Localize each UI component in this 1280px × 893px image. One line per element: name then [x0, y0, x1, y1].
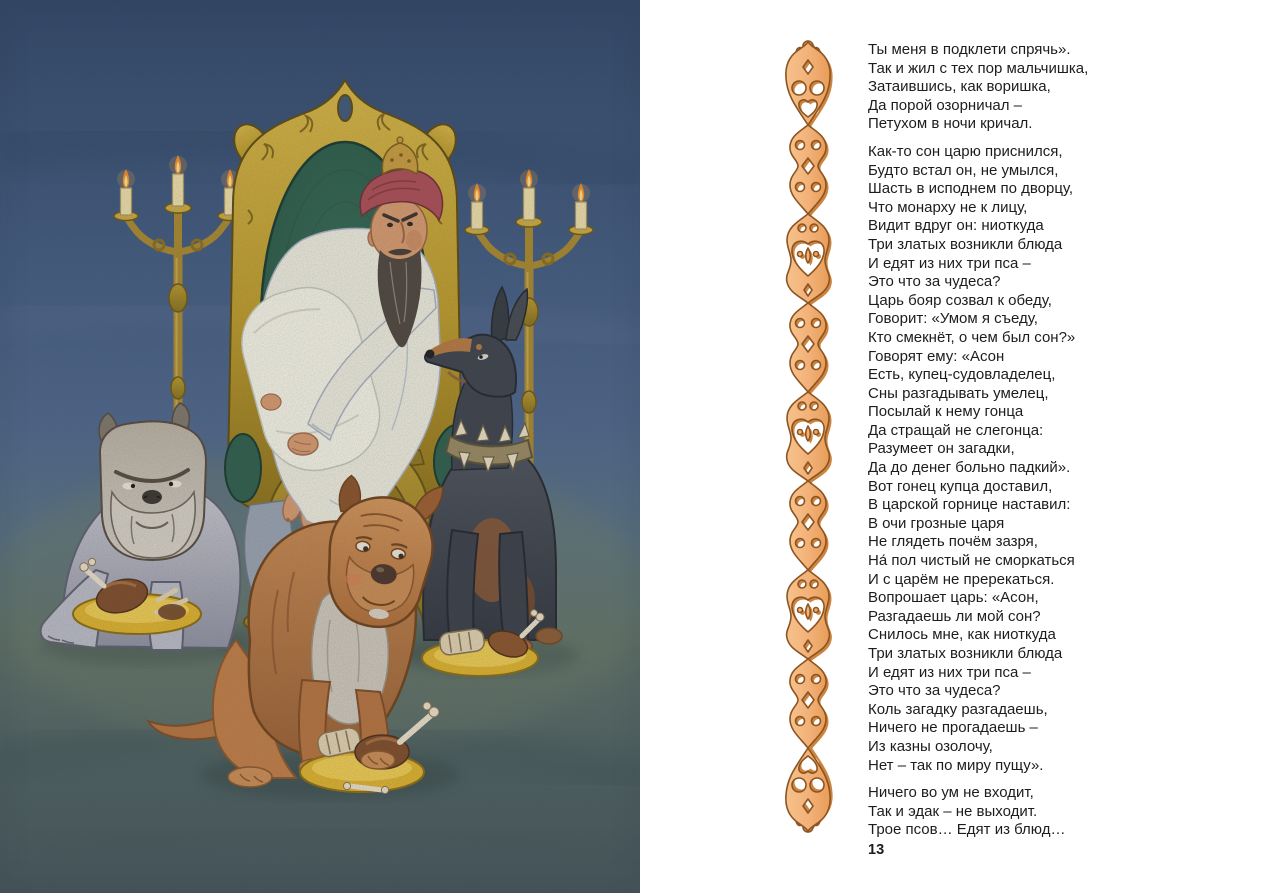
poem-line: Вот гонец купца доставил, — [868, 477, 1053, 495]
poem-line: Говорит: «Умом я съеду, — [868, 310, 1038, 328]
ornament-border — [779, 40, 837, 835]
poem-line: Коль загадку разгадаешь, — [868, 700, 1048, 718]
poem-line: Это что за чудеса? — [868, 682, 1001, 700]
poem-line: Есть, купец-судовладелец, — [868, 366, 1056, 384]
poem-line: На́ пол чистый не сморкаться — [868, 552, 1075, 570]
poem-line: В очи грозные царя — [868, 514, 1005, 532]
poem-line: Как-то сон царю приснился, — [868, 142, 1063, 160]
poem-line: И едят из них три пса – — [868, 663, 1031, 681]
poem-line: Снилось мне, как ниоткуда — [868, 626, 1056, 644]
poem-line: Да до денег больно падкий». — [868, 459, 1071, 477]
poem-line: Что монарху не к лицу, — [868, 198, 1028, 216]
poem-line: Видит вдруг он: ниоткуда — [868, 217, 1044, 235]
poem — [868, 41, 1270, 840]
poem-line: Да стращай не слегонца: — [868, 421, 1044, 439]
poem-line: Вопрошает царь: «Асон, — [868, 589, 1039, 607]
text-page — [640, 0, 1280, 893]
poem-stanza — [868, 784, 1270, 840]
poem-line: Трое псов… Едят из блюд… — [868, 821, 1066, 839]
poem-line: И с царём не пререкаться. — [868, 570, 1055, 588]
poem-line: Три златых возникли блюда — [868, 645, 1063, 662]
poem-line: Затаившись, как воришка, — [868, 78, 1051, 96]
poem-line: В царской горнице наставил: — [868, 496, 1071, 514]
poem-stanza — [868, 143, 1270, 775]
poem-line: Ничего не прогадаешь – — [868, 719, 1038, 737]
page-number: 13 — [868, 842, 885, 858]
poem-line: Это что за чудеса? — [868, 273, 1001, 291]
poem-line: Три златых возникли блюда — [868, 235, 1063, 253]
poem-line: Кто смекнёт, о чем был сон?» — [868, 328, 1076, 346]
poem-line: Разгадаешь ли мой сон? — [868, 607, 1041, 625]
poem-line: Сны разгадывать умелец, — [868, 384, 1049, 402]
poem-line: И едят из них три пса – — [868, 254, 1031, 272]
poem-line: Шасть в исподнем по дворцу, — [868, 180, 1074, 198]
poem-line: Петухом в ночи кричал. — [868, 115, 1033, 133]
poem-line: Да порой озорничал – — [868, 96, 1023, 114]
poem-line: Так и жил с тех пор мальчишка, — [868, 59, 1089, 77]
poem-line: Посылай к нему гонца — [868, 403, 1024, 421]
poem-line: Не глядеть почём зазря, — [868, 533, 1038, 551]
poem-line: Так и эдак – не выходит. — [868, 802, 1038, 820]
poem-line: Ты меня в подклети спрячь». — [868, 41, 1071, 58]
poem-line: Будто встал он, не умылся, — [868, 161, 1059, 179]
poem-line: Говорят ему: «Асон — [868, 347, 1005, 365]
poem-line: Царь бояр созвал к обеду, — [868, 291, 1052, 309]
poem-line: Из казны озолочу, — [868, 737, 993, 755]
poem-stanza — [868, 41, 1270, 134]
poem-line: Нет – так по миру пущу». — [868, 756, 1044, 774]
poem-line: Ничего во ум не входит, — [868, 784, 1034, 802]
poem-line: Разумеет он загадки, — [868, 440, 1015, 458]
